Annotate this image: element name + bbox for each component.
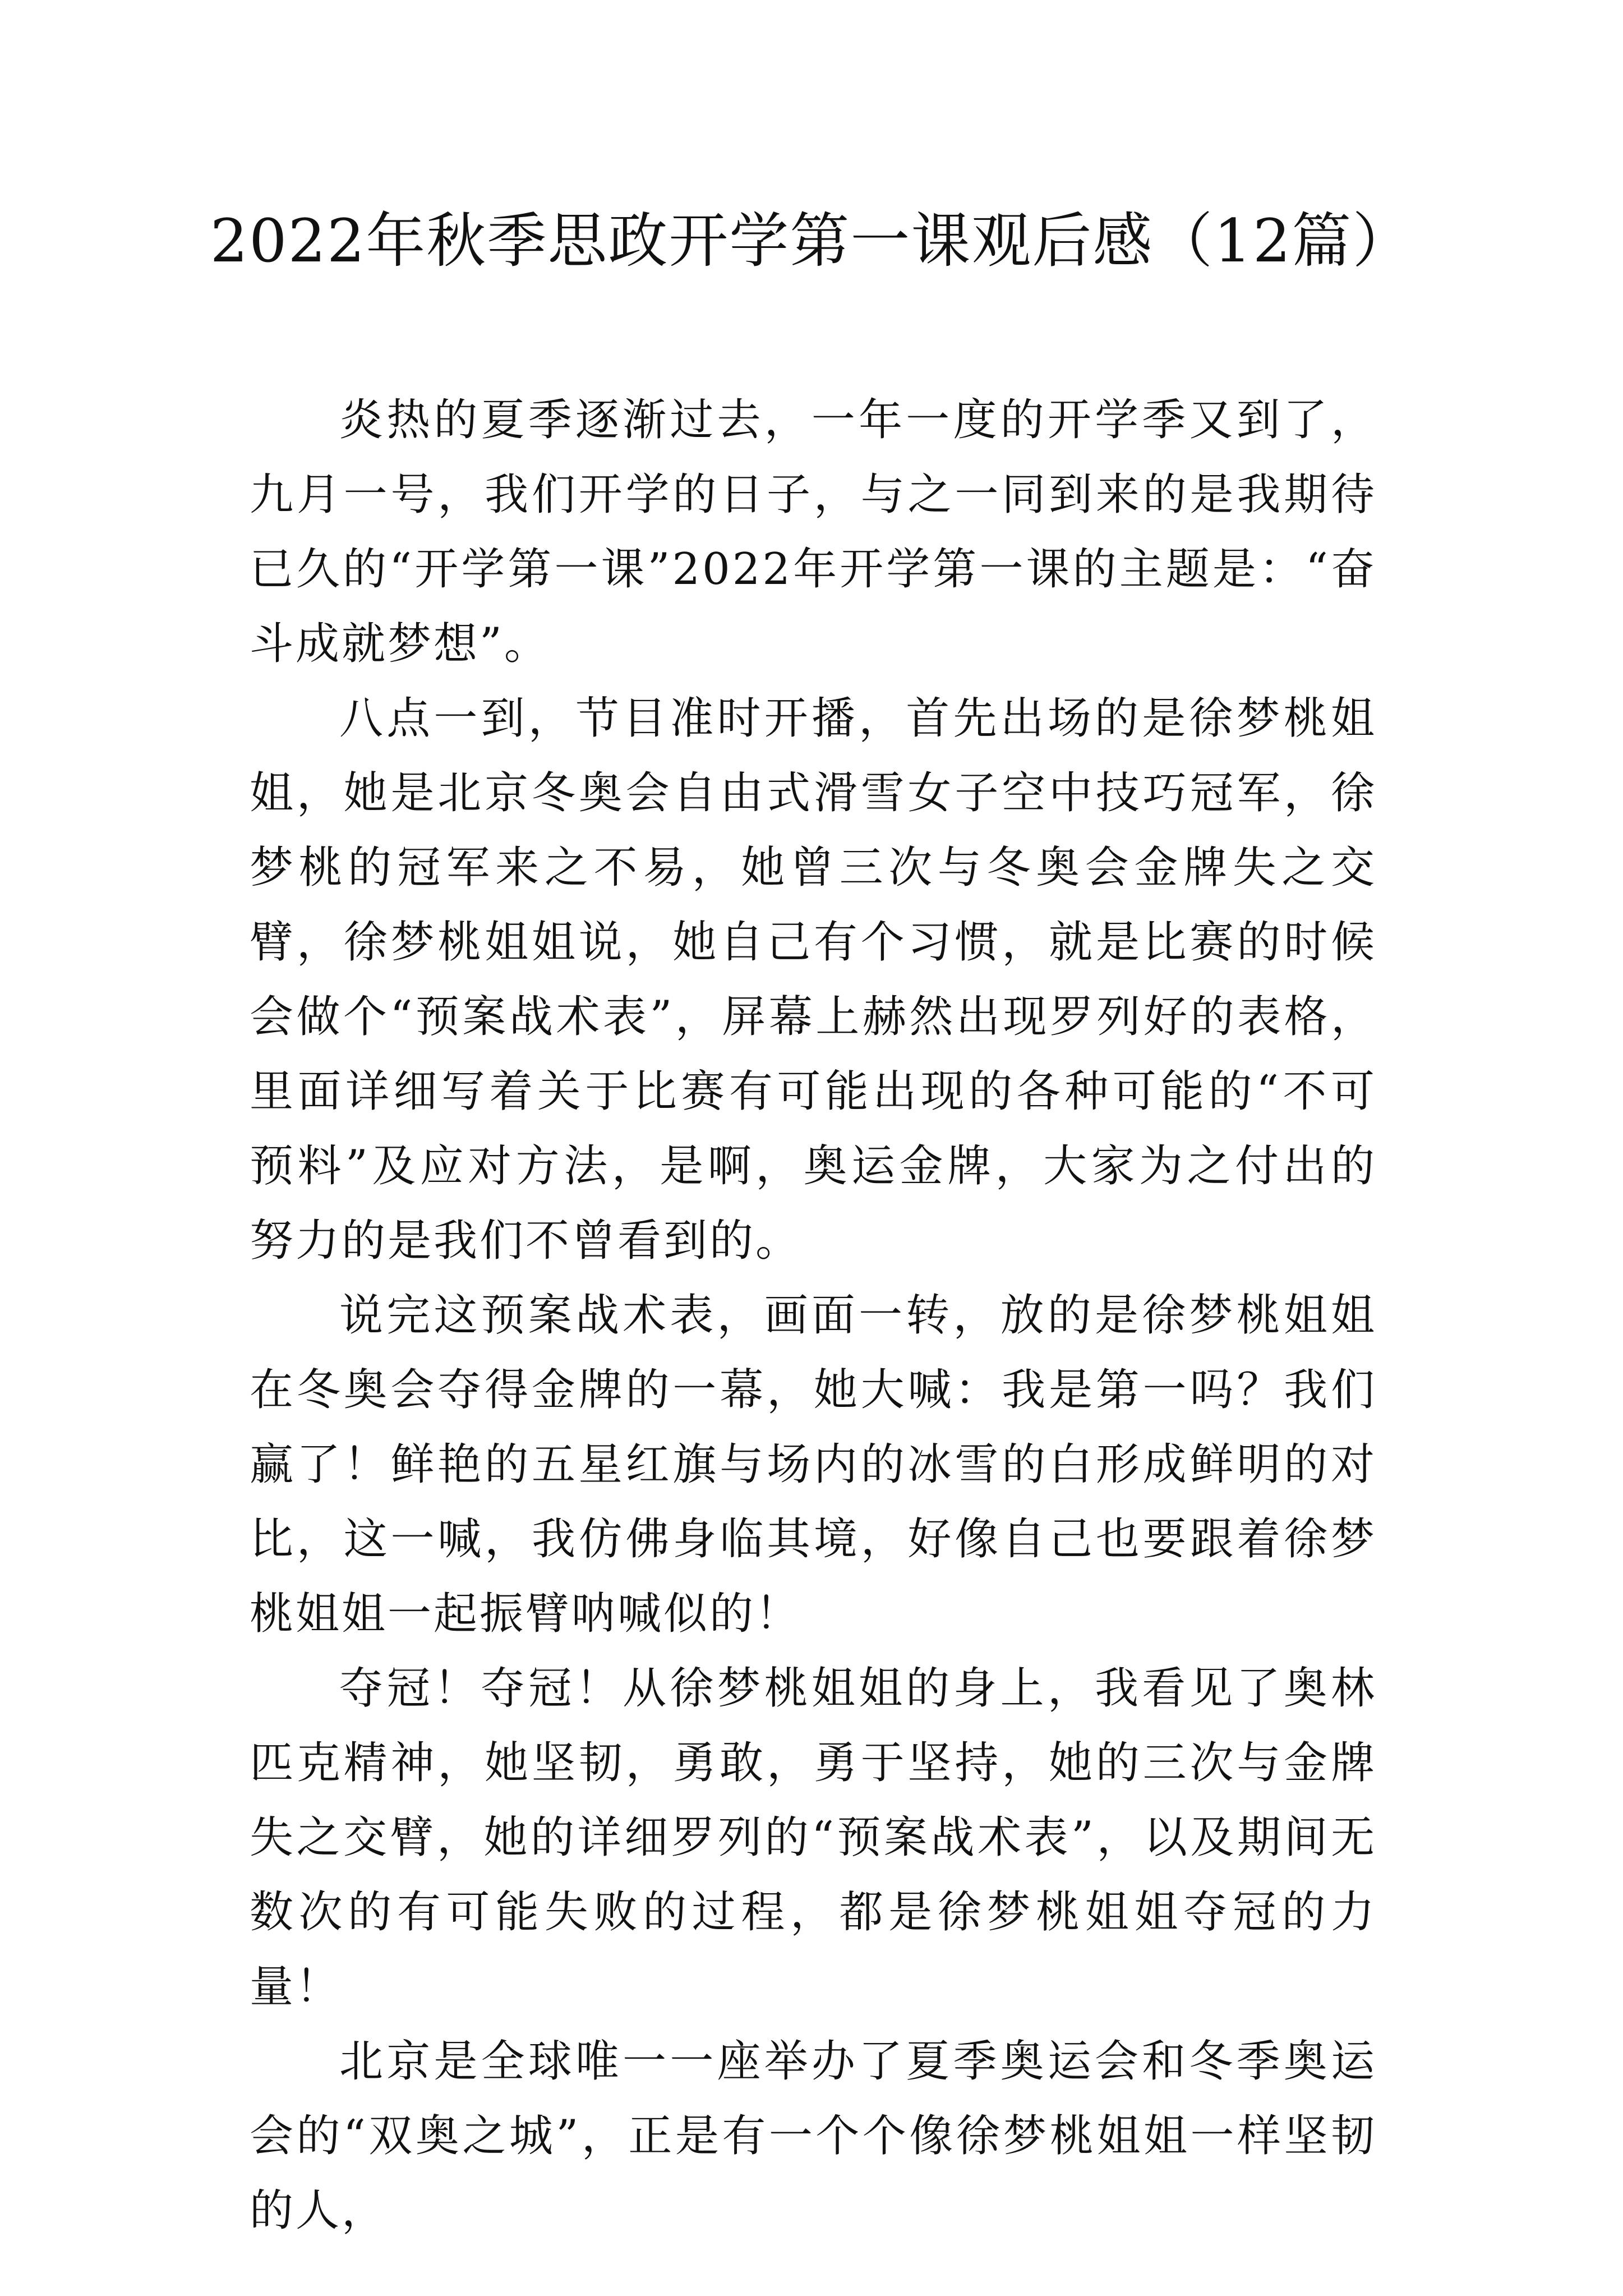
paragraph: 八点一到，节目准时开播，首先出场的是徐梦桃姐姐，她是北京冬奥会自由式滑雪女子空中技巧冠军，徐梦桃的冠军来之不易，她曾三次与冬奥会金牌失之交臂，徐梦桃姐姐说，她自己有个习惯，就是比赛的时候会做个“预案战术表”，屏幕上赫然出现罗列好的表格，里面详细写着关于比赛有可能出现的各种可能的“不可预料”及应对方法，是啊，奥运金牌，大家为之付出的努力的是我们不曾看到的。 xyxy=(250,693,1377,1266)
document-body xyxy=(250,383,1377,2248)
document-title: 2022年秋季思政开学第一课观后感（12篇） xyxy=(210,206,1413,275)
paragraph: 说完这预案战术表，画面一转，放的是徐梦桃姐姐在冬奥会夺得金牌的一幕，她大喊：我是第一吗？我们赢了！鲜艳的五星红旗与场内的冰雪的白形成鲜明的对比，这一喊，我仿佛身临其境，好像自己也要跟着徐梦桃姐姐一起振臂呐喊似的！ xyxy=(250,1290,1377,1639)
paragraph: 北京是全球唯一一座举办了夏季奥运会和冬季奥运会的“双奥之城”，正是有一个个像徐梦桃姐姐一样坚韧的人， xyxy=(250,2036,1377,2236)
paragraph: 夺冠！夺冠！从徐梦桃姐姐的身上，我看见了奥林匹克精神，她坚韧，勇敢，勇于坚持，她的三次与金牌失之交臂，她的详细罗列的“预案战术表”，以及期间无数次的有可能失败的过程，都是徐梦桃姐姐夺冠的力量！ xyxy=(250,1663,1377,2012)
paragraph: 炎热的夏季逐渐过去，一年一度的开学季又到了，九月一号，我们开学的日子，与之一同到来的是我期待已久的“开学第一课”2022年开学第一课的主题是：“奋斗成就梦想”。 xyxy=(250,395,1377,669)
